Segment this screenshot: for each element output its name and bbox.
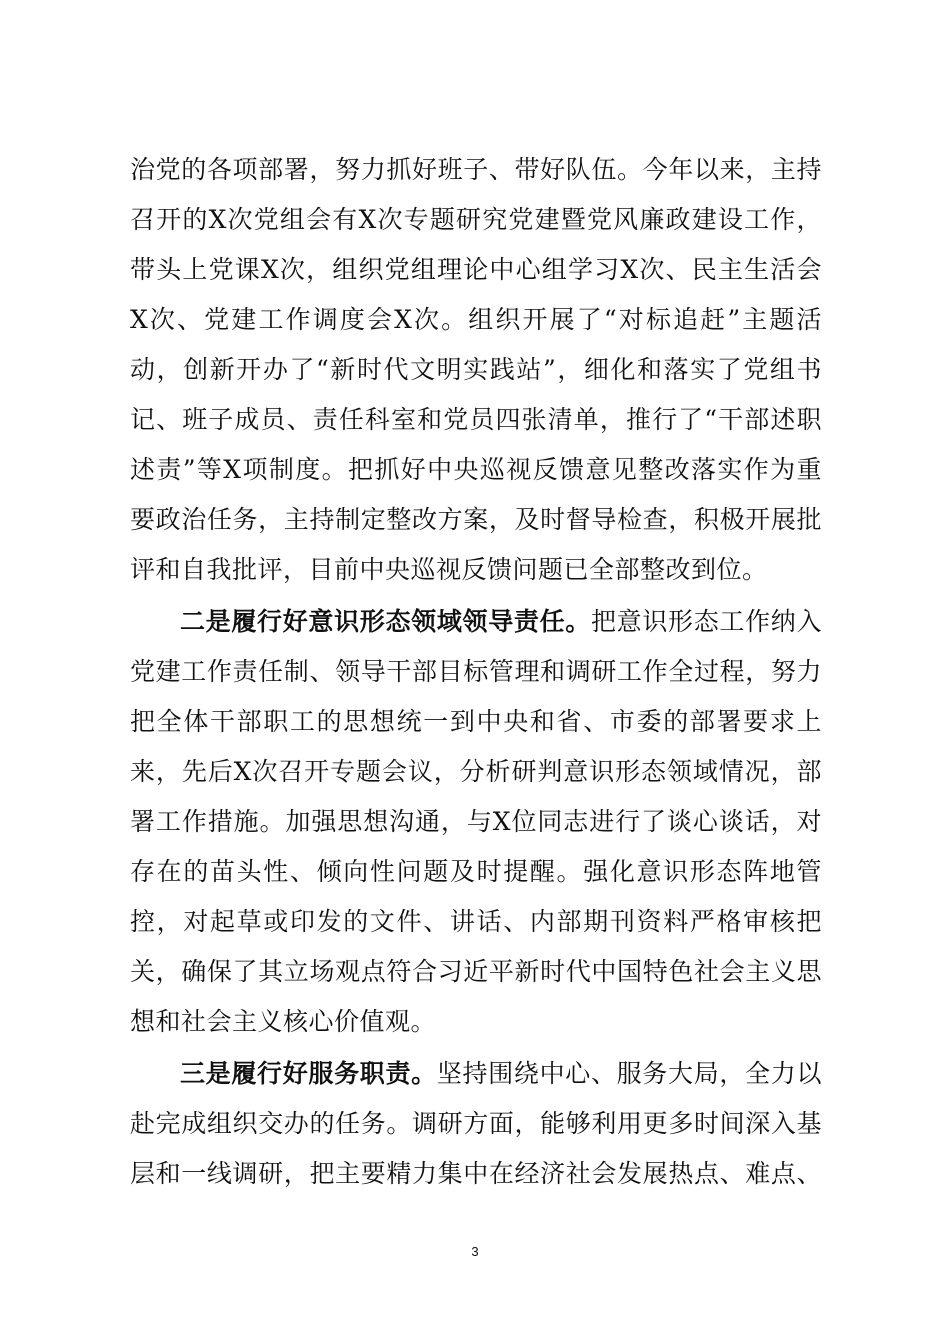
paragraph-1-line-8: 要政治任务，主持制定整改方案，及时督导检查，积极开展批: [130, 505, 822, 534]
paragraph-3-heading: 三是履行好服务职责。: [180, 1059, 437, 1088]
paragraph-3-line-3: 层和一线调研，把主要精力集中在经济社会发展热点、难点、: [130, 1159, 822, 1188]
paragraph-2-line-7: 控，对起草或印发的文件、讲话、内部期刊资料严格审核把: [130, 907, 822, 936]
paragraph-1-line-3: 带头上党课X次，组织党组理论中心组学习X次、民主生活会: [130, 255, 822, 284]
paragraph-2-line-5: 署工作措施。加强思想沟通，与X位同志进行了谈心谈话，对: [130, 807, 822, 836]
paragraph-2-line-8: 关，确保了其立场观点符合习近平新时代中国特色社会主义思: [130, 957, 822, 986]
paragraph-2-line-2: 党建工作责任制、领导干部目标管理和调研工作全过程，努力: [130, 657, 822, 686]
paragraph-2-heading: 二是履行好意识形态领域领导责任。: [180, 607, 591, 636]
paragraph-2-first-line-rest: 把意识形态工作纳入: [590, 607, 822, 636]
paragraph-2-line-6: 存在的苗头性、倾向性问题及时提醒。强化意识形态阵地管: [130, 857, 822, 886]
paragraph-3-first-line-rest: 坚持围绕中心、服务大局，全力以: [436, 1059, 822, 1088]
paragraph-2-line-9: 想和社会主义核心价值观。: [130, 1007, 437, 1036]
paragraph-1-line-5: 动，创新开办了“新时代文明实践站”，细化和落实了党组书: [130, 355, 822, 384]
paragraph-1-line-4: X次、党建工作调度会X次。组织开展了“对标追赶”主题活: [130, 305, 822, 334]
paragraph-3-first-line: [180, 1052, 822, 1096]
paragraph-1-line-2: 召开的X次党组会有X次专题研究党建暨党风廉政建设工作，: [130, 205, 822, 234]
paragraph-1-line-1: 治党的各项部署，努力抓好班子、带好队伍。今年以来，主持: [130, 155, 822, 184]
paragraph-2-first-line: [180, 600, 822, 644]
paragraph-2-line-4: 来，先后X次召开专题会议，分析研判意识形态领域情况，部: [130, 757, 822, 786]
paragraph-2-line-3: 把全体干部职工的思想统一到中央和省、市委的部署要求上: [130, 707, 822, 736]
paragraph-1-line-7: 述责”等X项制度。把抓好中央巡视反馈意见整改落实作为重: [130, 455, 822, 484]
paragraph-3-line-2: 赴完成组织交办的任务。调研方面，能够利用更多时间深入基: [130, 1109, 822, 1138]
paragraph-1-line-6: 记、班子成员、责任科室和党员四张清单，推行了“干部述职: [130, 405, 822, 434]
paragraph-1-line-9: 评和自我批评，目前中央巡视反馈问题已全部整改到位。: [130, 555, 768, 584]
page-number: 3: [471, 1244, 479, 1259]
